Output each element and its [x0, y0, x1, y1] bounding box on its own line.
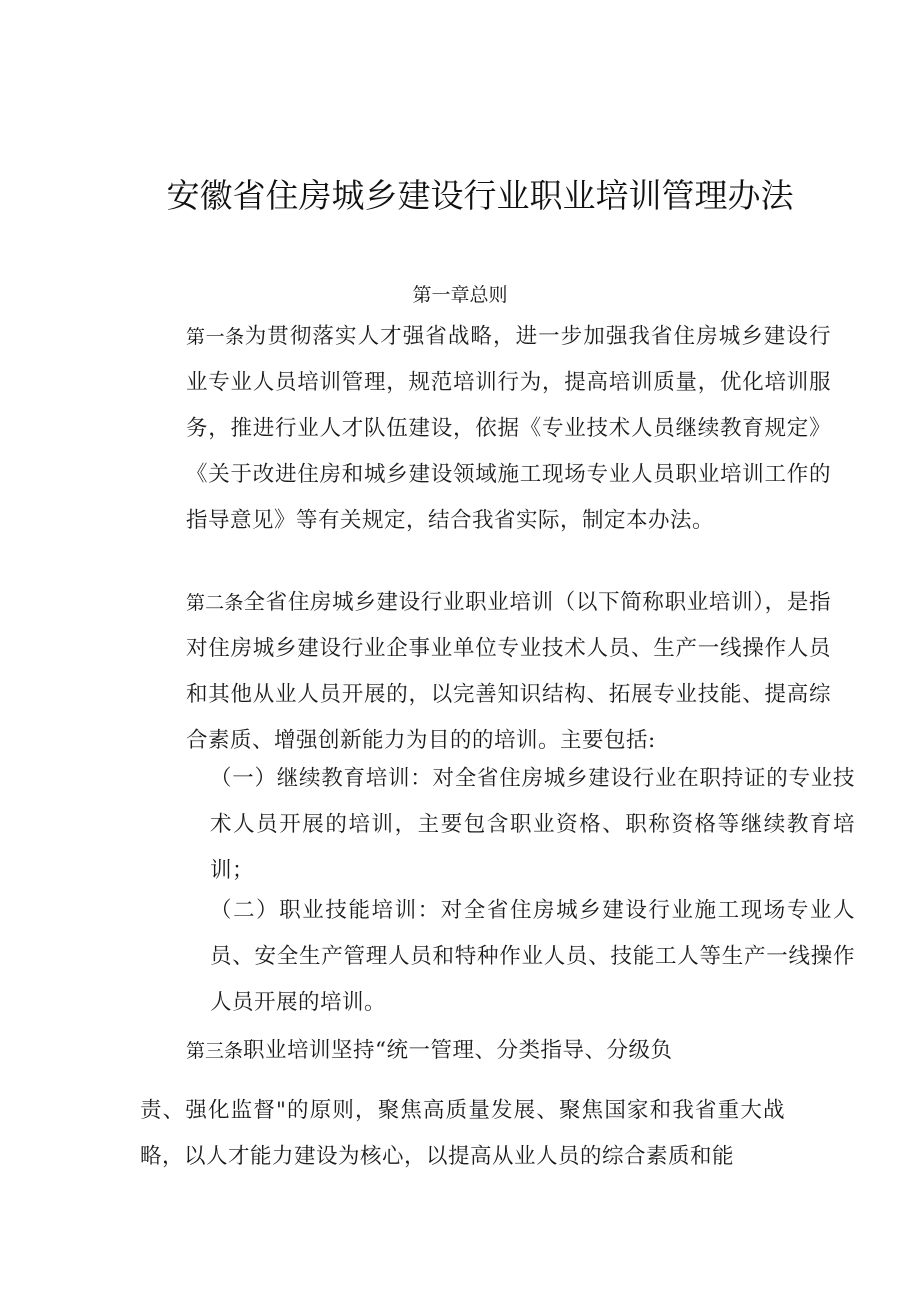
article-3-text-line-1: 职业培训坚持“统一管理、分类指导、分级负: [243, 1038, 673, 1063]
article-2-text: 全省住房城乡建设行业职业培训（以下简称职业培训），是指对住房城乡建设行业企事业单位专业技术人员、生产一线操作人员和其他从业人员开展的，以完善知识结构、拓展专业技能、提高综合素质、增强创新能力为目的的培训。主要包括:: [186, 590, 831, 753]
chapter-heading: 第一章总则: [412, 284, 508, 306]
article-3-paragraph: [140, 1028, 831, 1074]
article-1-heading: 第一条: [186, 326, 245, 348]
article-2-item-1: （一）继续教育培训：对全省住房城乡建设行业在职持证的专业技术人员开展的培训，主要包含职业资格、职称资格等继续教育培训；: [210, 766, 855, 883]
article-2-item-2: （二）职业技能培训：对全省住房城乡建设行业施工现场专业人员、安全生产管理人员和特种作业人员、技能工人等生产一线操作人员开展的培训。: [210, 898, 855, 1015]
article-2-heading: 第二条: [186, 592, 244, 614]
article-3-continuation: 责、强化监督"的原则，聚焦高质量发展、聚焦国家和我省重大战略，以人才能力建设为核心，以提高从业人员的综合素质和能: [140, 1098, 785, 1169]
document-title: 安徽省住房城乡建设行业职业培训管理办法: [166, 176, 794, 215]
article-1-paragraph: [140, 314, 831, 544]
article-2-paragraph: [140, 580, 831, 764]
article-1-text: 为贯彻落实人才强省战略，进一步加强我省住房城乡建设行业专业人员培训管理，规范培训行为，提高培训质量，优化培训服务，推进行业人才队伍建设，依据《专业技术人员继续教育规定》《关于改进住房和城乡建设领域施工现场专业人员职业培训工作的指导意见》等有关规定，结合我省实际，制定本办法。: [186, 324, 831, 533]
article-3-heading: 第三条: [186, 1040, 244, 1062]
